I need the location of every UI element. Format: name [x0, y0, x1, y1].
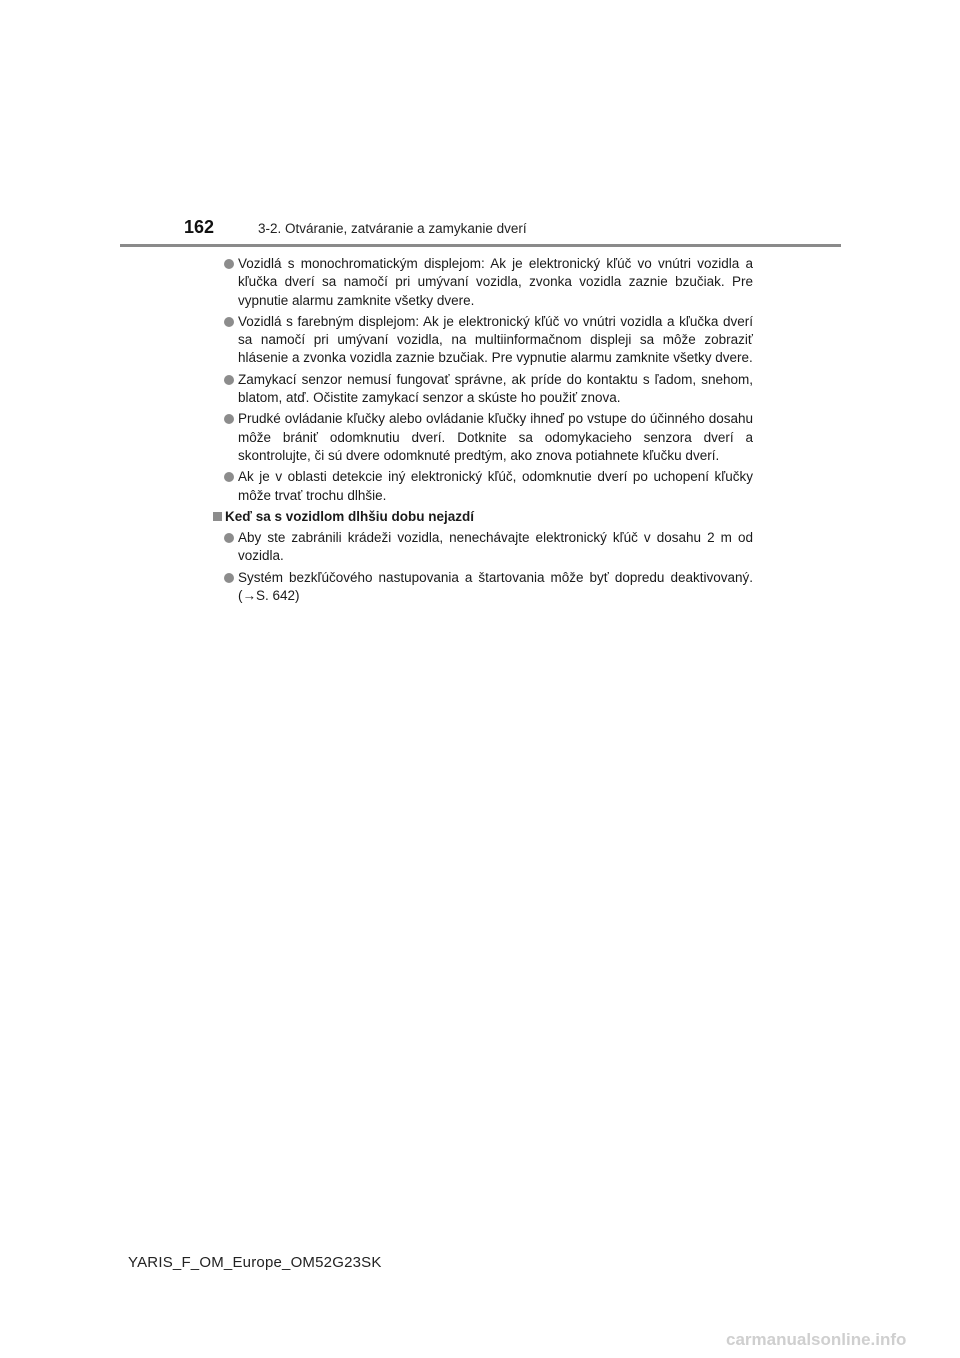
subsection-heading: [213, 508, 753, 526]
list-item: [223, 529, 753, 566]
document-code: YARIS_F_OM_Europe_OM52G23SK: [128, 1254, 382, 1271]
list-item-text: Vozidlá s farebným displejom: Ak je elektronický kľúč vo vnútri vozidla a kľučka dverí sa namočí pri umývaní vozidla, na multiinformačnom displeji sa môže zobraziť hlásenie a zvonka vozidla zaznie bzučiak. Pre vypnutie alarmu zamknite všetky dvere.: [238, 313, 753, 366]
bullet-icon: [224, 317, 234, 327]
list-item: [223, 255, 753, 310]
list-item-text: Aby ste zabránili krádeži vozidla, nenechávajte elektronický kľúč v dosahu 2 m od vozidla.: [238, 530, 753, 564]
bullet-icon: [224, 533, 234, 543]
list-item-text: Vozidlá s monochromatickým displejom: Ak je elektronický kľúč vo vnútri vozidla a kľučka dverí sa namočí pri umývaní vozidla, zvonka vozidla zaznie bzučiak. Pre vypnutie alarmu zamknite všetky dvere.: [238, 256, 753, 308]
list-item-text: Systém bezkľúčového nastupovania a štartovania môže byť dopredu deaktivovaný. (→S. 642): [238, 569, 753, 604]
bullet-icon: [224, 573, 234, 583]
bullet-icon: [224, 375, 234, 385]
bullet-icon: [224, 259, 234, 269]
subsection-title: Keď sa s vozidlom dlhšiu dobu nejazdí: [225, 508, 474, 524]
list-item-text: Prudké ovládanie kľučky alebo ovládanie kľučky ihneď po vstupe do účinného dosahu môže brániť odomknutiu dverí. Dotknite sa odomykacieho senzora dverí a skontrolujte, či sú dvere odomknuté predtým, ako znova potiahnete kľučku dverí.: [238, 411, 753, 463]
list-item: [223, 410, 753, 465]
list-item: [223, 371, 753, 408]
bullet-icon: [224, 414, 234, 424]
list-item: [223, 313, 753, 368]
page-body: [223, 255, 753, 608]
bullet-icon: [224, 472, 234, 482]
square-bullet-icon: [213, 512, 222, 521]
watermark: carmanualsonline.info: [726, 1330, 907, 1349]
page-number: 162: [184, 217, 215, 237]
list-item: [223, 468, 753, 505]
list-item: [223, 569, 753, 606]
header-divider: [120, 244, 841, 247]
section-title: 3-2. Otváranie, zatváranie a zamykanie dverí: [258, 221, 527, 236]
list-item-text: Ak je v oblasti detekcie iný elektronický kľúč, odomknutie dverí po uchopení kľučky môže trvať trochu dlhšie.: [238, 469, 753, 503]
list-item-text: Zamykací senzor nemusí fungovať správne, ak príde do kontaktu s ľadom, snehom, blatom, atď. Očistite zamykací senzor a skúste ho použiť znova.: [238, 371, 753, 406]
